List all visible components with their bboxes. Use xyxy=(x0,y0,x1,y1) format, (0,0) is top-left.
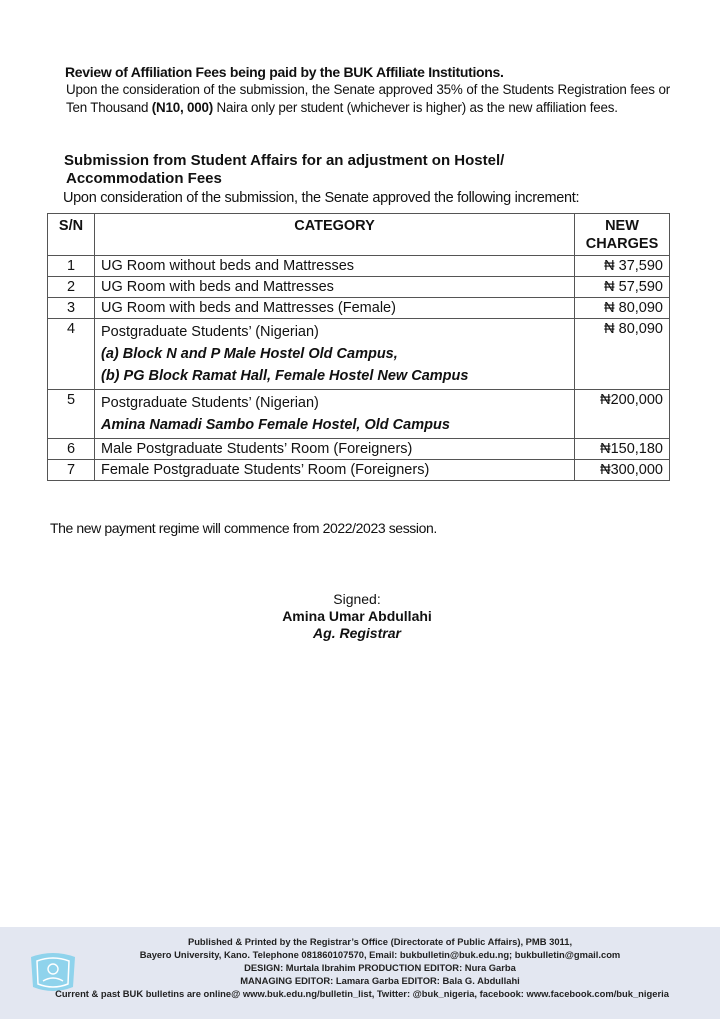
table-header-row xyxy=(48,214,670,256)
header-new-charges xyxy=(575,214,670,256)
cell-charge: ₦300,000 xyxy=(575,460,670,481)
affiliation-fees-heading: Review of Affiliation Fees being paid by the BUK Affiliate Institutions. xyxy=(65,64,504,80)
header-charges-line1: NEW xyxy=(605,218,639,234)
table-row xyxy=(48,460,670,481)
hostel-fees-intro: Upon consideration of the submission, the Senate approved the following increment: xyxy=(63,190,580,206)
affiliation-body-amount: (N10, 000) xyxy=(151,100,214,115)
table-row xyxy=(48,319,670,390)
header-charges-line2: CHARGES xyxy=(585,236,659,252)
cell-charge: ₦ 57,590 xyxy=(575,277,670,298)
signatory-title: Ag. Registrar xyxy=(313,625,401,641)
signed-label: Signed: xyxy=(333,591,381,607)
bulletin-footer xyxy=(0,927,720,1019)
cell-category-main: Postgraduate Students’ (Nigerian) xyxy=(101,395,319,411)
header-category: CATEGORY xyxy=(95,214,575,256)
table-row xyxy=(48,277,670,298)
cell-sn: 3 xyxy=(48,298,95,319)
cell-category-sub: (a) Block N and P Male Hostel Old Campus, xyxy=(101,346,398,362)
cell-sn: 1 xyxy=(48,256,95,277)
table-row xyxy=(48,439,670,460)
footer-editor-line: MANAGING EDITOR: Lamara Garba EDITOR: Bala G. Abdullahi xyxy=(240,975,520,986)
cell-charge: ₦ 37,590 xyxy=(575,256,670,277)
cell-category: UG Room with beds and Mattresses (Female) xyxy=(95,298,575,319)
cell-charge: ₦ 80,090 xyxy=(575,298,670,319)
footer-publisher-line: Published & Printed by the Registrar’s Office (Directorate of Public Affairs), PMB 3011, xyxy=(187,936,573,947)
cell-category xyxy=(95,319,575,390)
cell-charge: ₦ 80,090 xyxy=(575,319,670,390)
affiliation-body-end: Naira only per student (whichever is higher) as the new affiliation fees. xyxy=(213,100,618,115)
affiliation-fees-paragraph xyxy=(66,81,670,117)
header-sn: S/N xyxy=(48,214,95,256)
cell-category-main: Postgraduate Students’ (Nigerian) xyxy=(101,324,319,340)
payment-regime-note: The new payment regime will commence from 2022/2023 session. xyxy=(50,520,437,536)
table-row xyxy=(48,298,670,319)
footer-online-line: Current & past BUK bulletins are online@ www.buk.edu.ng/bulletin_list, Twitter: @buk_nigeria, facebook: www.facebook.com/buk_nigeria xyxy=(55,988,669,999)
affiliation-body-start: Upon the consideration of the submission, the Senate approved 35% of the Students Registration fees or Ten Thousand xyxy=(66,82,670,115)
hostel-heading-line1: Submission from Student Affairs for an adjustment on Hostel/ xyxy=(64,152,505,169)
cell-category-sub: (b) PG Block Ramat Hall, Female Hostel New Campus xyxy=(101,368,469,384)
cell-category: Female Postgraduate Students’ Room (Foreigners) xyxy=(95,460,575,481)
cell-sn: 4 xyxy=(48,319,95,390)
cell-sn: 5 xyxy=(48,390,95,439)
signatory-name: Amina Umar Abdullahi xyxy=(282,608,432,624)
cell-category: Male Postgraduate Students’ Room (Foreigners) xyxy=(95,439,575,460)
signature-block xyxy=(0,591,714,642)
hostel-charges-table xyxy=(47,213,670,481)
cell-charge: ₦150,180 xyxy=(575,439,670,460)
table-row xyxy=(48,390,670,439)
cell-sn: 2 xyxy=(48,277,95,298)
footer-contact-line: Bayero University, Kano. Telephone 081860107570, Email: bukbulletin@buk.edu.ng; bukbulletin@gmail.com xyxy=(139,949,621,960)
footer-design-line: DESIGN: Murtala Ibrahim PRODUCTION EDITOR: Nura Garba xyxy=(244,962,516,973)
cell-sn: 6 xyxy=(48,439,95,460)
cell-charge: ₦200,000 xyxy=(575,390,670,439)
cell-category-sub: Amina Namadi Sambo Female Hostel, Old Campus xyxy=(101,417,450,433)
cell-category: UG Room without beds and Mattresses xyxy=(95,256,575,277)
hostel-heading-line2: Accommodation Fees xyxy=(66,170,222,187)
hostel-fees-heading xyxy=(64,152,504,188)
table-row xyxy=(48,256,670,277)
cell-category xyxy=(95,390,575,439)
footer-text xyxy=(55,935,700,1000)
cell-sn: 7 xyxy=(48,460,95,481)
cell-category: UG Room with beds and Mattresses xyxy=(95,277,575,298)
